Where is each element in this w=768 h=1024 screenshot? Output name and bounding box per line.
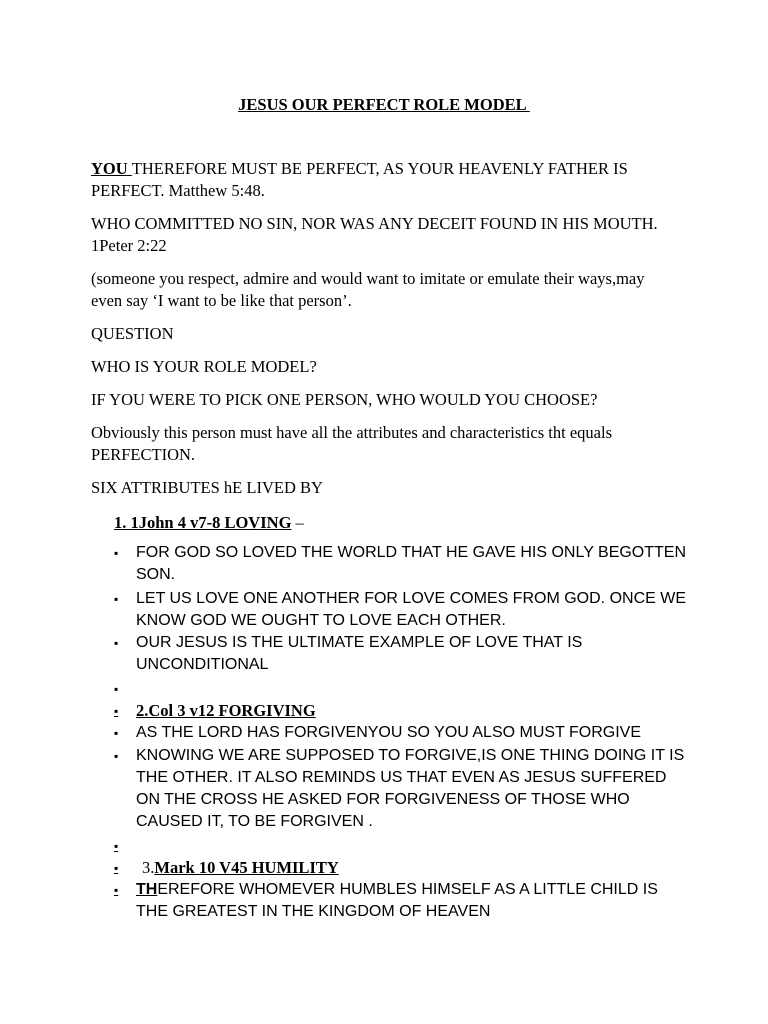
section-loving-title: 1. 1John 4 v7-8 LOVING [114,513,292,532]
bullet-icon: ▪ [114,749,119,763]
question-role-model: WHO IS YOUR ROLE MODEL? [91,357,317,376]
perfection-statement: Obviously this person must have all the attributes and characteristics tht equals PERFECTION. [91,423,612,464]
list-item-text: LET US LOVE ONE ANOTHER FOR LOVE COMES FROM GOD. ONCE WE KNOW GOD WE OUGHT TO LOVE EACH OTHER. [136,590,687,629]
bullet-icon: ▪ [114,726,119,740]
question-label: QUESTION [91,324,174,343]
question-pick-person: IF YOU WERE TO PICK ONE PERSON, WHO WOULD YOU CHOOSE? [91,390,598,409]
humility-lead-letters: TH [136,881,158,898]
document-title: JESUS OUR PERFECT ROLE MODEL [238,95,530,114]
section-loving-dash: – [291,513,304,532]
list-item [114,879,694,923]
bullet-icon: ▪ [114,546,119,560]
six-attributes-heading: SIX ATTRIBUTES hE LIVED BY [91,478,323,497]
list-item-text: EREFORE WHOMEVER HUMBLES HIMSELF AS A LITTLE CHILD IS THE GREATEST IN THE KINGDOM OF HEAVEN [136,881,658,920]
list-item [114,542,694,586]
section-loving-heading [114,512,304,534]
bullet-icon: ▪ [114,704,119,718]
verse-lead-word: YOU [91,159,132,178]
role-model-definition: (someone you respect, admire and would want to imitate or emulate their ways,may even say ‘I want to be like that person’. [91,269,645,310]
list-item-text: OUR JESUS IS THE ULTIMATE EXAMPLE OF LOVE THAT IS UNCONDITIONAL [136,634,583,673]
section-humility-heading [114,857,694,879]
list-item-text: FOR GOD SO LOVED THE WORLD THAT HE GAVE HIS ONLY BEGOTTEN SON. [136,544,687,583]
list-item-text: KNOWING WE ARE SUPPOSED TO FORGIVE,IS ONE THING DOING IT IS THE OTHER. IT ALSO REMINDS US THAT EVEN AS JESUS SUFFERED ON THE CROSS HE ASKED FOR FORGIVENESS OF THOSE WHO CAUSED IT, TO BE FORGIVEN . [136,747,685,830]
section-humility-title: Mark 10 V45 HUMILITY [154,858,339,877]
verse-matthew-text: THEREFORE MUST BE PERFECT, AS YOUR HEAVENLY FATHER IS PERFECT. Matthew 5:48. [91,159,628,200]
section-humility-number: 3. [142,858,155,877]
list-item [114,722,694,744]
bullet-icon: ▪ [114,636,119,650]
list-item [114,745,694,833]
bullet-icon: ▪ [114,839,119,853]
section-forgiving-title: 2.Col 3 v12 FORGIVING [136,701,316,720]
list-item [114,588,694,632]
verse-matthew [91,158,691,202]
section-forgiving-heading [114,700,694,722]
bullet-icon: ▪ [114,592,119,606]
bullet-icon: ▪ [114,883,119,897]
bullet-icon: ▪ [114,861,119,875]
verse-peter: WHO COMMITTED NO SIN, NOR WAS ANY DECEIT FOUND IN HIS MOUTH. 1Peter 2:22 [91,214,658,255]
list-item-text: AS THE LORD HAS FORGIVENYOU SO YOU ALSO MUST FORGIVE [136,724,641,741]
bullet-icon: ▪ [114,682,119,696]
list-item [114,632,694,676]
